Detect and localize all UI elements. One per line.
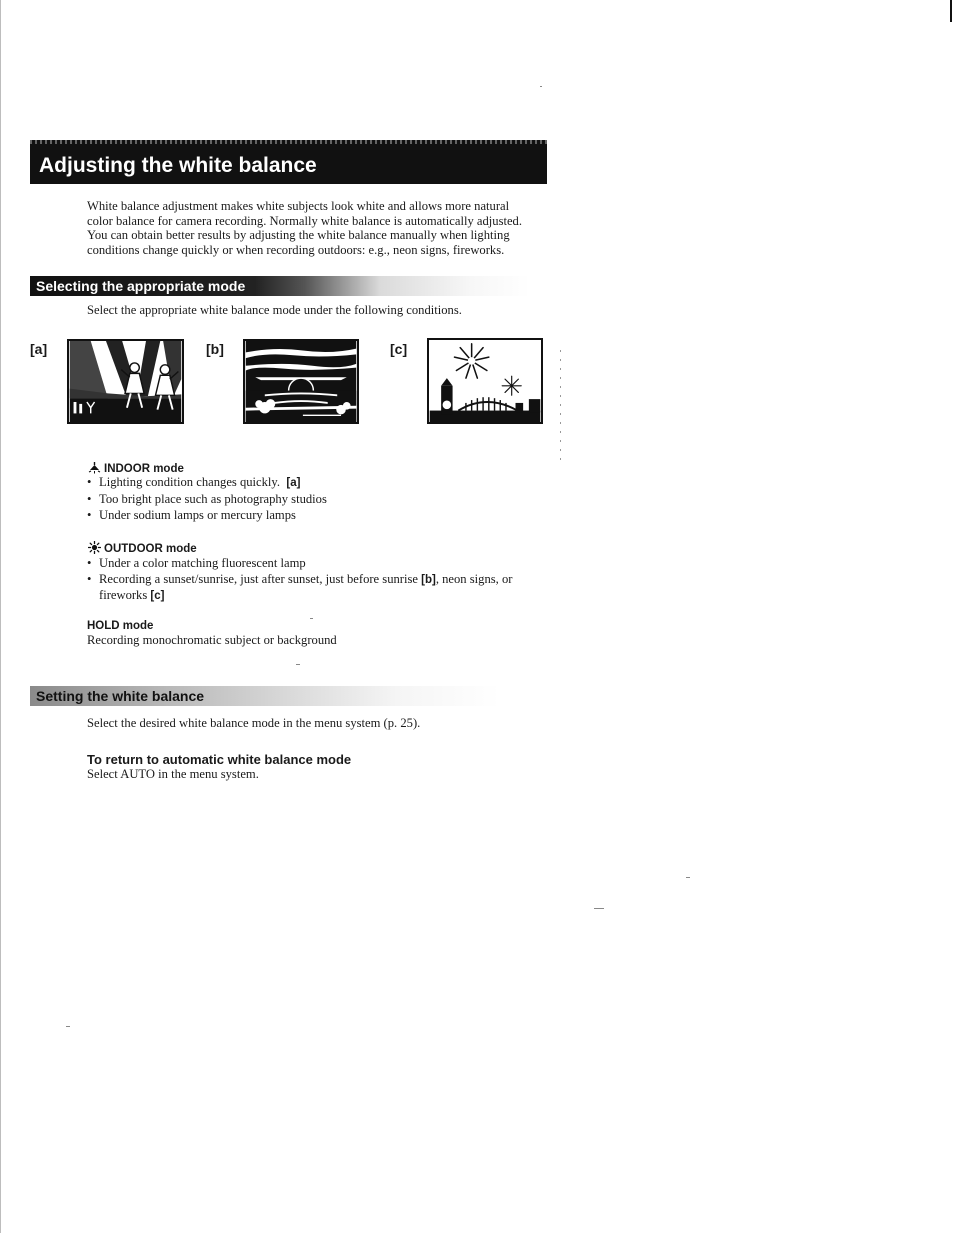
figure-ref: [c] [150,590,165,602]
intro-line: You can obtain better results by adjusting the white balance manually when lighting [87,228,510,242]
outdoor-mode-label: OUTDOOR mode [104,543,197,555]
return-auto-heading: To return to automatic white balance mode [87,752,352,767]
scan-speck [310,618,313,619]
figure-a-indoor-dancers [67,339,184,424]
list-item: • Under a color matching fluorescent lamp [87,555,512,571]
page-edge-mark [950,0,952,22]
section-heading-set-balance: Setting the white balance [30,686,500,706]
outdoor-sun-icon [88,541,101,554]
dancers-illustration [69,341,182,422]
scan-speck [296,664,300,665]
intro-line: color balance for camera recording. Normally white balance is automatically adjusted. [87,213,523,228]
scan-speck [540,86,542,87]
scan-speck [66,1026,70,1027]
indoor-mode-label: INDOOR mode [104,463,184,475]
scan-speck [560,350,561,460]
page-title: Adjusting the white balance [30,140,547,184]
page-edge-left [0,0,1,1233]
figure-label-c: [c] [390,341,408,357]
figure-b-sunset [243,339,359,424]
list-item: • Under sodium lamps or mercury lamps [87,507,327,523]
scan-speck [594,908,604,909]
outdoor-mode-title [88,541,197,556]
hold-mode-title: HOLD mode [87,620,154,632]
figure-c-fireworks [427,338,543,424]
return-auto-text: Select AUTO in the menu system. [87,767,259,781]
figure-label-b: [b] [206,341,224,357]
figure-ref: [b] [421,574,436,586]
list-item: • Recording a sunset/sunrise, just after sunset, just before sunrise [b], neon signs, or fireworks [c] [87,572,512,604]
list-item: • Too bright place such as photography studios [87,491,327,507]
figure-ref: [a] [286,477,301,489]
figure-label-a: [a] [30,341,48,357]
section-set-balance-text: Select the desired white balance mode in the menu system (p. 25). [87,716,421,730]
fireworks-illustration [429,340,541,422]
intro-line: White balance adjustment makes white subjects look white and allows more natural [87,199,510,213]
sunset-illustration [245,341,357,422]
indoor-mode-list [87,474,327,523]
intro-line: conditions change quickly or when recording outdoors: e.g., neon signs, fireworks. [87,242,505,257]
intro-paragraph [87,199,547,257]
section-heading-select-mode: Selecting the appropriate mode [30,276,530,296]
indoor-lamp-icon [88,461,101,474]
section-select-mode-text: Select the appropriate white balance mode under the following conditions. [87,303,462,317]
hold-mode-text: Recording monochromatic subject or background [87,633,337,647]
list-item: • Lighting condition changes quickly. [a] [87,474,327,491]
scan-speck [686,877,690,878]
outdoor-mode-list [87,555,512,604]
